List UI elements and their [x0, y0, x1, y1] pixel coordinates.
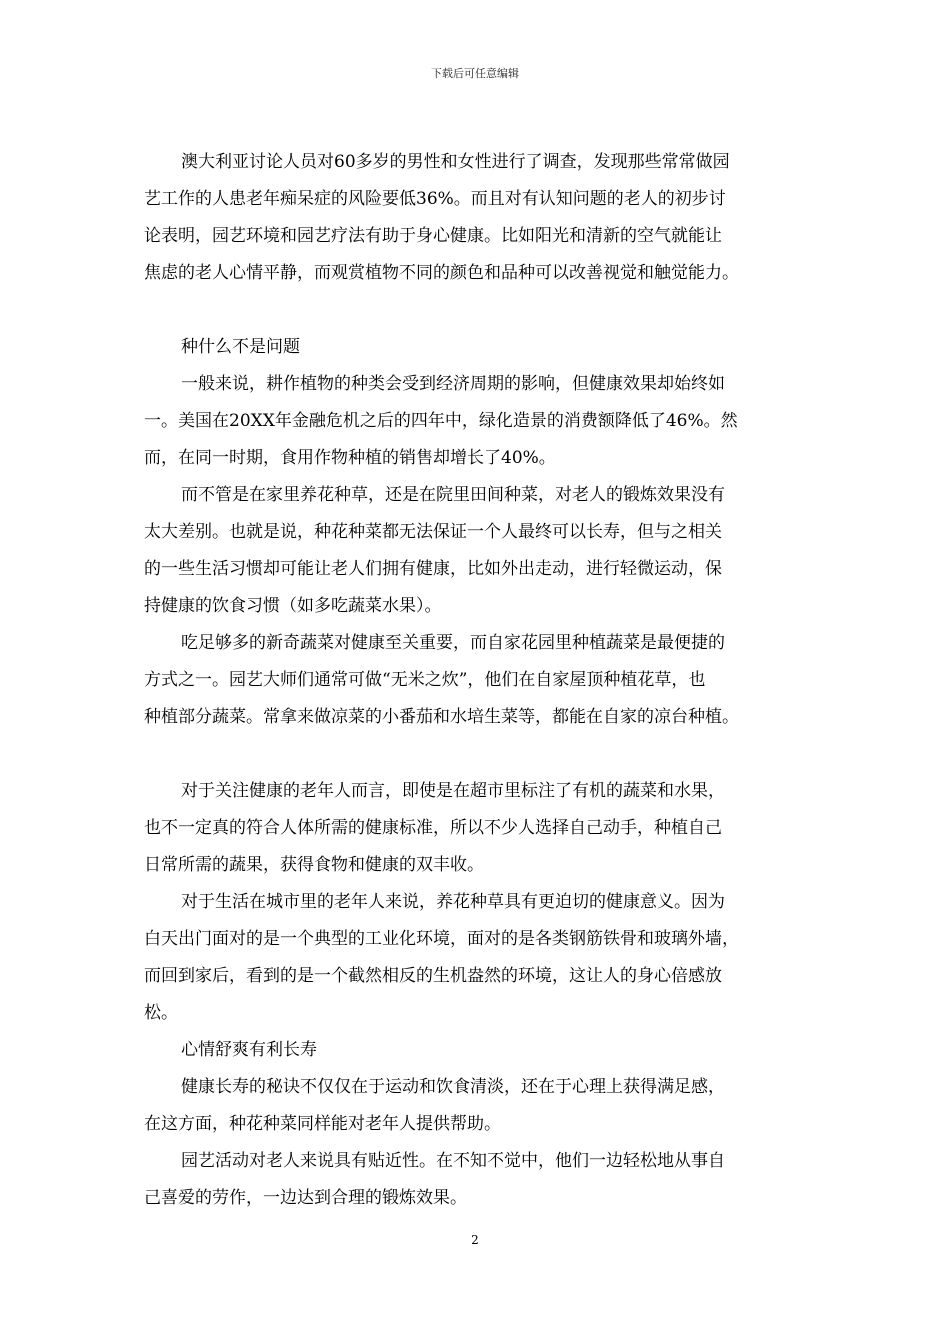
text-line: 而回到家后，看到的是一个截然相反的生机盎然的环境，这让人的身心倍感放	[144, 966, 722, 986]
paragraph-economy	[144, 366, 808, 477]
text-line: 松。	[144, 1003, 178, 1023]
section-heading	[144, 329, 808, 366]
text-line: 方式之一。园艺大师们通常可做“无米之炊”，他们在自家屋顶种植花草，也	[144, 670, 706, 690]
text-line: 论表明，园艺环境和园艺疗法有助于身心健康。比如阳光和清新的空气就能让	[144, 226, 722, 246]
text-line: 而不管是在家里养花种草，还是在院里田间种菜，对老人的锻炼效果没有	[181, 485, 725, 505]
section-heading	[144, 1032, 808, 1069]
paragraph-vegetables	[144, 625, 808, 736]
heading-text: 种什么不是问题	[181, 337, 300, 357]
text-line: 己喜爱的劳作，一边达到合理的锻炼效果。	[144, 1188, 467, 1208]
text-line: 白天出门面对的是一个典型的工业化环境，面对的是各类钢筋铁骨和玻璃外墙，	[144, 929, 739, 949]
paragraph-mood	[144, 1069, 808, 1143]
text-line: 艺工作的人患老年痴呆症的风险要低36%。而且对有认知问题的老人的初步讨	[144, 189, 726, 209]
blank-line	[144, 736, 808, 773]
text-line: 也不一定真的符合人体所需的健康标准，所以不少人选择自己动手，种植自己	[144, 818, 722, 838]
text-line: 太大差别。也就是说，种花种菜都无法保证一个人最终可以长寿，但与之相关	[144, 522, 722, 542]
text-line: 一般来说，耕作植物的种类会受到经济周期的影响，但健康效果却始终如	[181, 374, 725, 394]
text-line: 在这方面，种花种菜同样能对老年人提供帮助。	[144, 1114, 501, 1134]
text-line: 对于关注健康的老年人而言，即使是在超市里标注了有机的蔬菜和水果，	[181, 781, 725, 801]
paragraph-gardening	[144, 1143, 808, 1217]
text-line: 而，在同一时期，食用作物种植的销售却增长了40%。	[144, 448, 556, 468]
text-line: 一。美国在20XX年金融危机之后的四年中，绿化造景的消费额降低了46%。然	[144, 411, 738, 431]
text-line: 种植部分蔬菜。常拿来做凉菜的小番茄和水培生菜等，都能在自家的凉台种植。	[144, 707, 739, 727]
blank-line	[144, 292, 808, 329]
paragraph-study	[144, 144, 808, 292]
document-body	[144, 144, 808, 1217]
paragraph-organic	[144, 773, 808, 884]
page-header: 下载后可任意编辑	[431, 67, 519, 80]
text-line: 澳大利亚讨论人员对60多岁的男性和女性进行了调查，发现那些常常做园	[181, 152, 730, 172]
paragraph-city	[144, 884, 808, 1032]
heading-text: 心情舒爽有利长寿	[181, 1040, 317, 1060]
page-number: 2	[471, 1233, 479, 1247]
text-line: 吃足够多的新奇蔬菜对健康至关重要，而自家花园里种植蔬菜是最便捷的	[181, 633, 725, 653]
text-line: 园艺活动对老人来说具有贴近性。在不知不觉中，他们一边轻松地从事自	[181, 1151, 725, 1171]
text-line: 的一些生活习惯却可能让老人们拥有健康，比如外出走动，进行轻微运动，保	[144, 559, 722, 579]
text-line: 对于生活在城市里的老年人来说，养花种草具有更迫切的健康意义。因为	[181, 892, 725, 912]
paragraph-exercise	[144, 477, 808, 625]
text-line: 日常所需的蔬果，获得食物和健康的双丰收。	[144, 855, 484, 875]
text-line: 持健康的饮食习惯（如多吃蔬菜水果）。	[144, 596, 442, 616]
text-line: 健康长寿的秘诀不仅仅在于运动和饮食清淡，还在于心理上获得满足感，	[181, 1077, 725, 1097]
text-line: 焦虑的老人心情平静，而观赏植物不同的颜色和品种可以改善视觉和触觉能力。	[144, 263, 739, 283]
